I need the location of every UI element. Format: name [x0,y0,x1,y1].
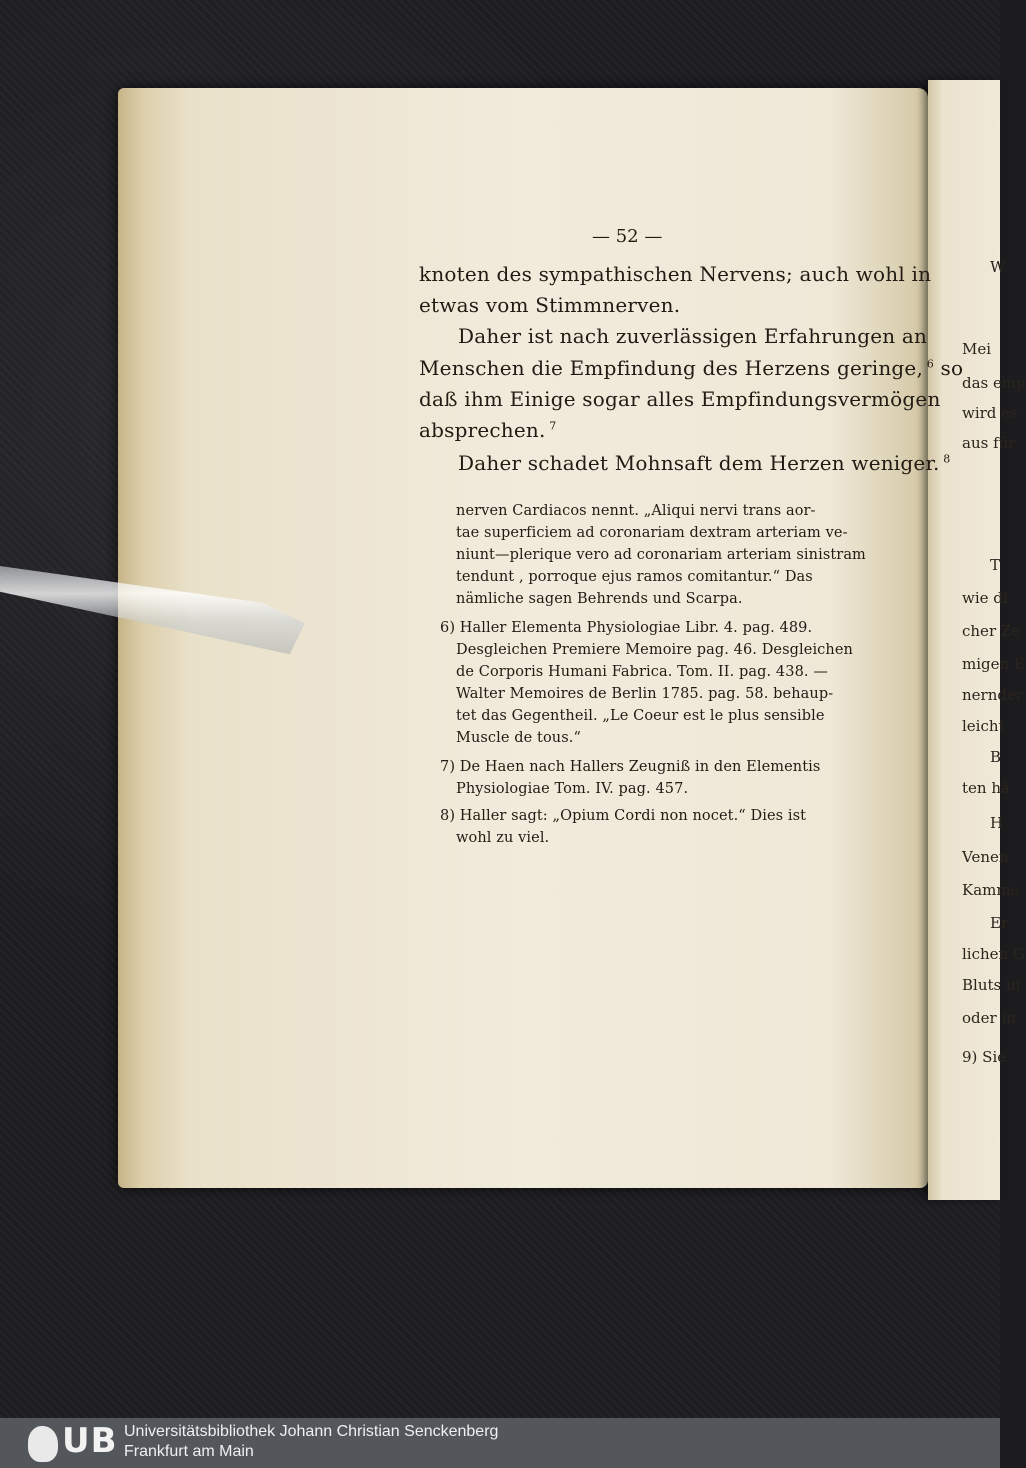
footnote-line: Muscle de tous.“ [456,730,582,746]
footer-city: Frankfurt am Main [124,1443,254,1460]
footnote-line: wohl zu viel. [456,830,550,846]
ub-logo-portrait-icon [28,1426,58,1462]
footer-institution: Universitätsbibliothek Johann Christian Senckenberg [124,1423,499,1440]
footnote-marker: 7 [545,419,557,433]
body-line: absprechen. $^7$ [419,418,557,442]
right-page-fragment: 9) Sie [962,1048,1007,1066]
right-page-fragment: lichen G [962,945,1025,963]
body-line: Daher ist nach zuverlässigen Erfahrungen an [458,324,928,348]
right-page-fragment: wird es [962,404,1018,422]
footnote-line: tet das Gegentheil. „Le Coeur est le plus sensible [456,708,825,724]
ub-logo: UB [62,1421,118,1461]
right-page-fragment: Venen [962,848,1009,866]
body-line: etwas vom Stimmnerven. [419,293,681,317]
body-line: knoten des sympathischen Nervens; auch wohl in [419,262,932,286]
right-page-fragment: oder in [962,1009,1016,1027]
footnote-line: 7) De Haen nach Hallers Zeugniß in den Elementis [440,759,821,775]
right-page-fragment: nernder [962,686,1024,704]
right-page-fragment: H [990,814,1004,832]
right-page-fragment: wie di [962,589,1008,607]
right-page-fragment: T [990,556,1001,574]
right-page-fragment: cher Ze [962,622,1021,640]
footnote-marker: 8 [939,452,951,466]
footnote-line: 8) Haller sagt: „Opium Cordi non nocet.“ Dies ist [440,808,807,824]
footnote-line: nerven Cardiacos nennt. „Aliqui nervi trans aor- [456,503,816,519]
body-line: Menschen die Empfindung des Herzens geringe, $^6$ so [419,356,964,380]
right-page-fragment: Er [990,914,1009,932]
footnote-line: tae superficiem ad coronariam dextram arteriam ve- [456,525,848,541]
body-line: daß ihm Einige sogar alles Empfindungsvermögen [419,387,941,411]
footnote-line: de Corporis Humani Fabrica. Tom. II. pag. 438. — [456,664,828,680]
right-page [928,80,1026,1200]
footnote-line: nämliche sagen Behrends und Scarpa. [456,591,743,607]
right-page-fragment: B [990,748,1002,766]
right-page-fragment: ten hä [962,779,1010,797]
footnote-line: Physiologiae Tom. IV. pag. 457. [456,781,689,797]
right-page-fragment: aus für [962,434,1016,452]
right-page-fragment: das emp [962,374,1026,392]
right-page-fragment: migen E [962,655,1025,673]
right-page-fragment: Mei [962,340,992,358]
right-page-fragment: W [990,258,1006,276]
footnote-marker: 6 [923,357,934,371]
footnote-line: Desgleichen Premiere Memoire pag. 46. Desgleichen [456,642,853,658]
footnote-line: 6) Haller Elementa Physiologiae Libr. 4. pag. 489. [440,620,813,636]
footnote-line: niunt—plerique vero ad coronariam arteriam sinistram [456,547,866,563]
footnote-line: Walter Memoires de Berlin 1785. pag. 58. behaup- [456,686,834,702]
right-page-fragment: Bluts in [962,976,1021,994]
page-number: — 52 — [592,226,663,247]
right-page-fragment: Kamme [962,881,1020,899]
footnote-line: tendunt , porroque ejus ramos comitantur.“ Das [456,569,813,585]
body-line: Daher schadet Mohnsaft dem Herzen weniger. $^8$ [458,451,951,475]
right-page-fragment: leicht [962,717,1005,735]
